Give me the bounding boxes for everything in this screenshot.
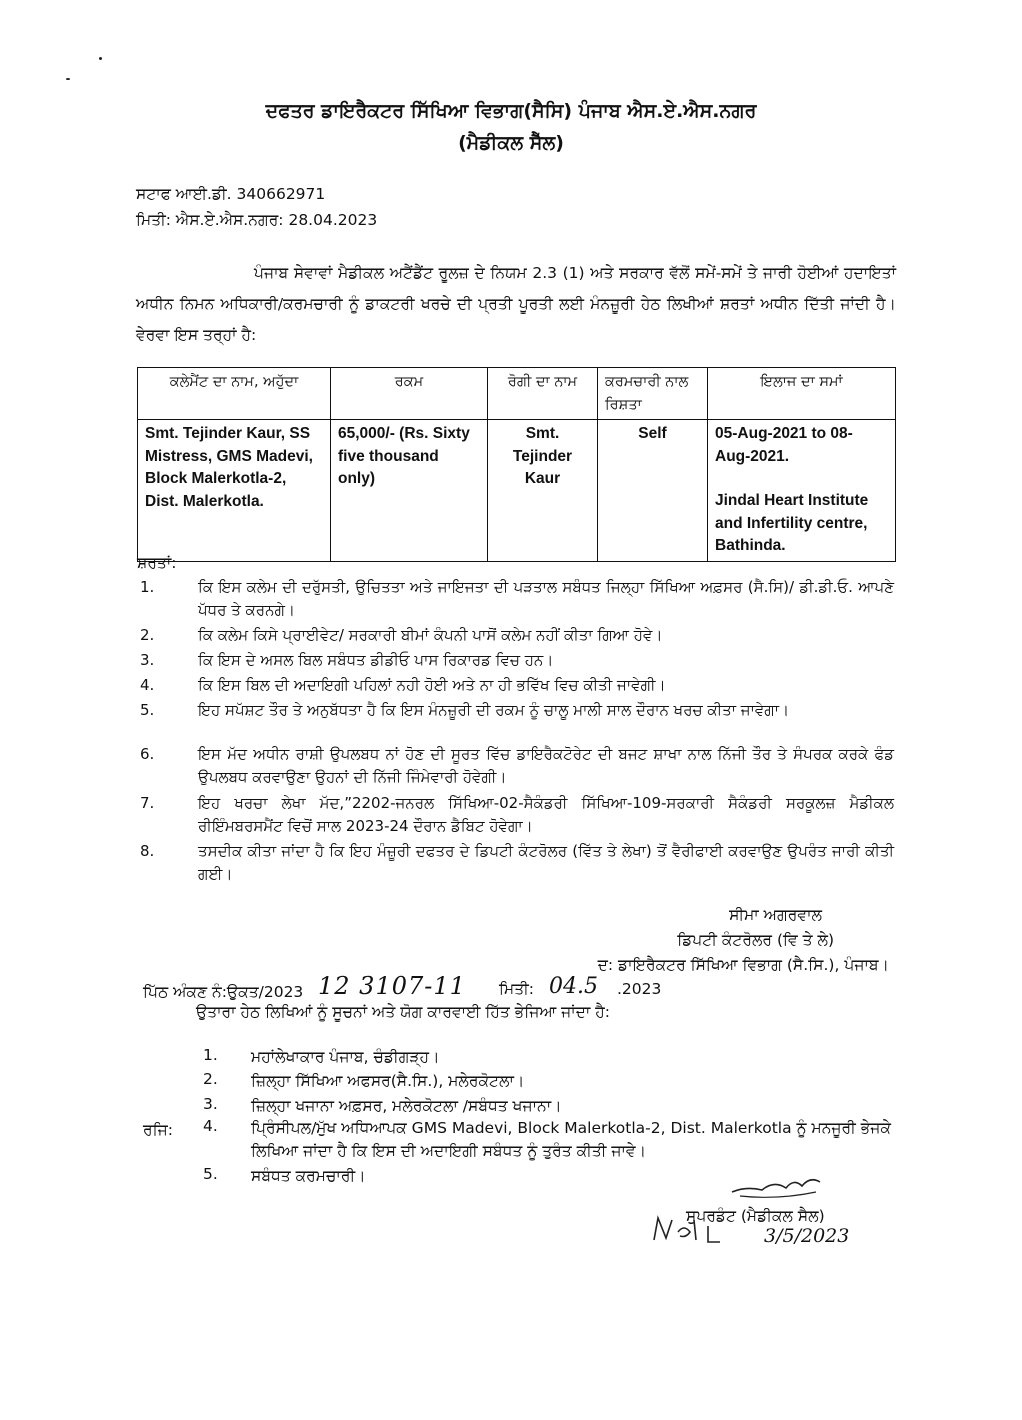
copy-number: 5. — [203, 1165, 218, 1183]
cell-period — [708, 420, 896, 562]
header-period: ਇਲਾਜ ਦਾ ਸਮਾਂ — [708, 368, 896, 420]
endorsement-date-handwritten: 04.5 — [549, 974, 598, 999]
superintendent-date-handwritten: 3/5/2023 — [764, 1225, 850, 1247]
condition-number: 6. — [140, 745, 155, 763]
condition-number: 7. — [140, 794, 155, 812]
condition-text: ਕਿ ਇਸ ਕਲੇਮ ਦੀ ਦਰੁੱਸਤੀ, ਉਚਿਤਤਾ ਅਤੇ ਜਾਇਜਤਾ ਦੀ ਪੜਤਾਲ ਸਬੰਧਤ ਜਿਲ੍ਹਾ ਸਿੱਖਿਆ ਅਫ਼ਸਰ (ਸੈ.ਸਿ)/ ਡੀ.ਡੀ.ਓ. ਆਪਣੇ ਪੱਧਰ ਤੇ ਕਰਨਗੇ। — [198, 578, 894, 619]
intro-paragraph: ਪੰਜਾਬ ਸੇਵਾਵਾਂ ਮੈਡੀਕਲ ਅਟੈਂਡੈਂਟ ਰੂਲਜ਼ ਦੇ ਨਿਯਮ 2.3 (1) ਅਤੇ ਸਰਕਾਰ ਵੱਲੋਂ ਸਮੇਂ-ਸਮੇਂ ਤੇ ਜਾਰੀ ਹੋਈਆਂ ਹਦਾਇਤਾਂ ਅਧੀਨ ਨਿਮਨ ਅਧਿਕਾਰੀ/ਕਰਮਚਾਰੀ ਨੂੰ ਡਾਕਟਰੀ ਖਰਚੇ ਦੀ ਪ੍ਰਤੀ ਪੂਰਤੀ ਲਈ ਮੰਨਜ਼ੂਰੀ ਹੇਠ ਲਿਖੀਆਂ ਸ਼ਰਤਾਂ ਅਧੀਨ ਦਿੱਤੀ ਜਾਂਦੀ ਹੈ। ਵੇਰਵਾ ਇਸ ਤਰ੍ਹਾਂ ਹੈ: — [136, 264, 896, 344]
registered-label: ਰਜਿ: — [143, 1121, 173, 1139]
cell-patient: Smt. Tejinder Kaur — [488, 420, 598, 562]
scan-mark — [99, 57, 102, 60]
endorsement-date-label: ਮਿਤੀ: — [499, 980, 534, 998]
treatment-dates: 05-Aug-2021 to 08-Aug-2021. — [715, 425, 853, 465]
cell-header: (ਮੈਡੀਕਲ ਸੈੱਲ) — [458, 132, 564, 154]
condition-number: 1. — [140, 578, 155, 596]
condition-text: ਇਸ ਮੱਦ ਅਧੀਨ ਰਾਸ਼ੀ ਉਪਲਬਧ ਨਾਂ ਹੋਣ ਦੀ ਸੂਰਤ ਵਿੱਚ ਡਾਇਰੈਕਟੋਰੇਟ ਦੀ ਬਜਟ ਸ਼ਾਖਾ ਨਾਲ ਨਿੱਜੀ ਤੌਰ ਤੇ ਸੰਪਰਕ ਕਰਕੇ ਫੰਡ ਉਪਲਬਧ ਕਰਵਾਉਣਾ ਉਹਨਾਂ ਦੀ ਨਿੱਜੀ ਜਿੰਮੇਵਾਰੀ ਹੋਵੇਗੀ। — [198, 745, 894, 786]
condition-text: ਕਿ ਇਸ ਦੇ ਅਸਲ ਬਿਲ ਸਬੰਧਤ ਡੀਡੀਓ ਪਾਸ ਰਿਕਾਰਡ ਵਿਚ ਹਨ। — [198, 651, 554, 669]
copy-text: ਮਹਾਂਲੇਖਾਕਾਰ ਪੰਜਾਬ, ਚੰਡੀਗੜ੍ਹ। — [251, 1048, 440, 1066]
cell-amount: 65,000/- (Rs. Sixty five thousand only) — [331, 420, 488, 562]
condition-number: 4. — [140, 676, 155, 694]
header-amount: ਰਕਮ — [331, 368, 488, 420]
copy-text: ਪ੍ਰਿੰਸੀਪਲ/ਮੁੱਖ ਅਧਿਆਪਕ GMS Madevi, Block Malerkotla-2, Dist. Malerkotla ਨੂੰ ਮਨਜੂਰੀ ਭੇਜਕੇ ਲਿਖਿਆ ਜਾਂਦਾ ਹੈ ਕਿ ਇਸ ਦੀ ਅਦਾਇਗੀ ਸਬੰਧਤ ਨੂੰ ਤੁਰੰਤ ਕੀਤੀ ਜਾਵੇ। — [251, 1119, 891, 1160]
claim-table — [137, 367, 896, 562]
endorsement-intro: ਉਤਾਰਾ ਹੇਠ ਲਿਖਿਆਂ ਨੂੰ ਸੂਚਨਾਂ ਅਤੇ ਯੋਗ ਕਾਰਵਾਈ ਹਿੱਤ ਭੇਜਿਆ ਜਾਂਦਾ ਹੈ: — [196, 1003, 611, 1021]
condition-text: ਤਸਦੀਕ ਕੀਤਾ ਜਾਂਦਾ ਹੈ ਕਿ ਇਹ ਮੰਜ਼ੂਰੀ ਦਫਤਰ ਦੇ ਡਿਪਟੀ ਕੰਟਰੋਲਰ (ਵਿੱਤ ਤੇ ਲੇਖਾ) ਤੋਂ ਵੈਰੀਫਾਈ ਕਰਵਾਉਣ ਉਪਰੰਤ ਜਾਰੀ ਕੀਤੀ ਗਈ। — [198, 842, 894, 883]
copy-text: ਜ਼ਿਲ੍ਹਾ ਸਿੱਖਿਆ ਅਫਸਰ(ਸੈ.ਸਿ.), ਮਲੇਰਕੋਟਲਾ। — [251, 1072, 525, 1090]
hospital-name: Jindal Heart Institute and Infertility centre, Bathinda. — [715, 492, 869, 554]
condition-number: 3. — [140, 651, 155, 669]
signatory-name: ਸੀਮਾ ਅਗਰਵਾਲ — [729, 906, 822, 924]
staff-id: ਸਟਾਫ ਆਈ.ਡੀ. 340662971 — [136, 185, 326, 203]
issue-date: ਮਿਤੀ: ਐਸ.ਏ.ਐਸ.ਨਗਰ: 28.04.2023 — [136, 211, 378, 229]
header-claimant: ਕਲੇਮੈਂਟ ਦਾ ਨਾਮ, ਅਹੁੱਦਾ — [138, 368, 331, 420]
conditions-label: ਸ਼ਰਤਾਂ: — [137, 554, 177, 572]
signatory-office: ਦ: ਡਾਇਰੈਕਟਰ ਸਿੱਖਿਆ ਵਿਭਾਗ (ਸੈ.ਸਿ.), ਪੰਜਾਬ। — [597, 956, 889, 974]
condition-number: 5. — [140, 701, 155, 719]
condition-text: ਇਹ ਖਰਚਾ ਲੇਖਾ ਮੱਦ,”2202-ਜਨਰਲ ਸਿੱਖਿਆ-02-ਸੈਕੰਡਰੀ ਸਿੱਖਿਆ-109-ਸਰਕਾਰੀ ਸੈਕੰਡਰੀ ਸਰਕੂਲਜ਼ ਮੈਡੀਕਲ ਰੀਇੰਮਬਰਸਮੈਂਟ ਵਿਚੋਂ ਸਾਲ 2023-24 ਦੌਰਾਨ ਡੈਬਿਟ ਹੋਵੇਗਾ। — [198, 794, 894, 835]
copy-number: 3. — [203, 1095, 218, 1113]
condition-text: ਕਿ ਕਲੇਮ ਕਿਸੇ ਪ੍ਰਾਈਵੇਟ/ ਸਰਕਾਰੀ ਬੀਮਾਂ ਕੰਪਨੀ ਪਾਸੋਂ ਕਲੇਮ ਨਹੀਂ ਕੀਤਾ ਗਿਆ ਹੋਵੇ। — [198, 626, 663, 644]
copy-number: 2. — [203, 1070, 218, 1088]
table-row — [138, 420, 896, 562]
condition-text: ਕਿ ਇਸ ਬਿਲ ਦੀ ਅਦਾਇਗੀ ਪਹਿਲਾਂ ਨਹੀ ਹੋਈ ਅਤੇ ਨਾ ਹੀ ਭਵਿੱਖ ਵਿਚ ਕੀਤੀ ਜਾਵੇਗੀ। — [198, 676, 666, 694]
endorsement-number-label: ਪਿੱਠ ਅੰਕਣ ਨੰ:ਉਕਤ/2023 — [143, 983, 304, 1001]
table-header-row — [138, 368, 896, 420]
header-relation: ਕਰਮਚਾਰੀ ਨਾਲ ਰਿਸ਼ਤਾ — [598, 368, 708, 420]
office-header: ਦਫਤਰ ਡਾਇਰੈਕਟਰ ਸਿੱਖਿਆ ਵਿਭਾਗ(ਸੈਸਿ) ਪੰਜਾਬ ਐਸ.ਏ.ਐਸ.ਨਗਰ — [265, 100, 757, 122]
condition-number: 8. — [140, 842, 155, 860]
condition-text: ਇਹ ਸਪੱਸ਼ਟ ਤੌਰ ਤੇ ਅਨੁਬੱਧਤਾ ਹੈ ਕਿ ਇਸ ਮੰਨਜ਼ੂਰੀ ਦੀ ਰਕਮ ਨੂੰ ਚਾਲੂ ਮਾਲੀ ਸਾਲ ਦੌਰਾਨ ਖਰਚ ਕੀਤਾ ਜਾਵੇਗਾ। — [198, 701, 790, 719]
copy-text: ਸਬੰਧਤ ਕਰਮਚਾਰੀ। — [251, 1167, 366, 1185]
condition-number: 2. — [140, 626, 155, 644]
header-patient: ਰੋਗੀ ਦਾ ਨਾਮ — [488, 368, 598, 420]
scan-mark — [66, 78, 70, 80]
endorsement-number-handwritten: 12 3107-11 — [318, 972, 466, 1000]
superintendent-title: ਸੁਪਰਡੰਟ (ਮੈਡੀਕਲ ਸੈਲ) — [686, 1207, 825, 1225]
copy-number: 1. — [203, 1046, 218, 1064]
endorsement-date-year: .2023 — [617, 980, 662, 998]
handwritten-signature — [728, 1170, 828, 1206]
signatory-designation: ਡਿਪਟੀ ਕੰਟਰੋਲਰ (ਵਿ ਤੇ ਲੇ) — [677, 931, 834, 949]
copy-text: ਜ਼ਿਲ੍ਹਾ ਖਜਾਨਾ ਅਫ਼ਸਰ, ਮਲੇਰਕੋਟਲਾ /ਸਬੰਧਤ ਖਜਾਨਾ। — [251, 1097, 562, 1115]
copy-number: 4. — [203, 1117, 218, 1135]
cell-claimant: Smt. Tejinder Kaur, SS Mistress, GMS Madevi, Block Malerkotla-2, Dist. Malerkotla. — [138, 420, 331, 562]
cell-relation: Self — [598, 420, 708, 562]
